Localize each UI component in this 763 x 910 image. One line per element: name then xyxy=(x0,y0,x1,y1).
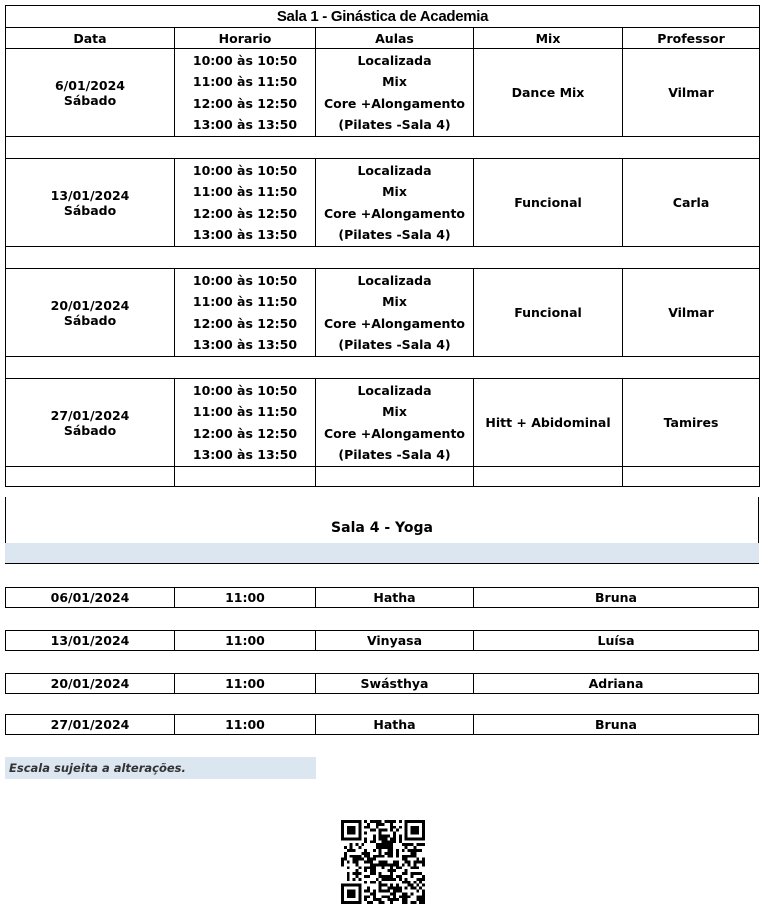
date-cell xyxy=(6,269,175,357)
schedule-row xyxy=(6,159,760,247)
time-slot: 12:00 às 12:50 xyxy=(192,425,298,441)
time-slot: 12:00 às 12:50 xyxy=(192,95,298,111)
class-name: Core +Alongamento xyxy=(323,95,466,111)
yoga-date: 06/01/2024 xyxy=(6,588,175,607)
yoga-time: 11:00 xyxy=(175,631,316,650)
mix-cell: Funcional xyxy=(474,269,623,357)
class-name: Core +Alongamento xyxy=(323,205,466,221)
class-name: Mix xyxy=(382,184,407,199)
divider xyxy=(5,563,759,564)
class-name: Core +Alongamento xyxy=(323,425,466,441)
date: 6/01/2024 xyxy=(54,77,125,93)
class-name: (Pilates -Sala 4) xyxy=(338,447,451,462)
date: 13/01/2024 xyxy=(50,187,130,203)
header-professor: Professor xyxy=(623,28,760,49)
spacer-row xyxy=(6,247,760,269)
classes-cell xyxy=(316,269,474,357)
yoga-date: 27/01/2024 xyxy=(6,715,175,734)
spacer-row xyxy=(6,137,760,159)
mix-cell: Hitt + Abidominal xyxy=(474,379,623,467)
yoga-teacher: Adriana xyxy=(588,676,644,691)
time-slot: 11:00 às 11:50 xyxy=(192,184,298,199)
time-slot: 13:00 às 13:50 xyxy=(192,117,298,132)
schedule-row xyxy=(6,49,760,137)
yoga-class: Hatha xyxy=(316,715,474,734)
yoga-class: Swásthya xyxy=(316,674,474,693)
times-cell xyxy=(175,49,316,137)
date: 20/01/2024 xyxy=(50,297,130,313)
sala1-title: Sala 1 - Ginástica de Academia xyxy=(6,6,760,28)
time-slot: 10:00 às 10:50 xyxy=(192,382,298,398)
weekday: Sábado xyxy=(63,202,117,218)
classes-cell xyxy=(316,159,474,247)
yoga-row xyxy=(5,714,759,735)
yoga-time: 11:00 xyxy=(175,588,316,607)
yoga-row xyxy=(5,630,759,651)
time-slot: 11:00 às 11:50 xyxy=(192,74,298,89)
weekday: Sábado xyxy=(63,92,117,108)
header-data: Data xyxy=(6,28,175,49)
yoga-date: 13/01/2024 xyxy=(6,631,175,650)
yoga-teacher: Luísa xyxy=(597,633,635,648)
times-cell xyxy=(175,159,316,247)
yoga-row xyxy=(5,587,759,608)
class-name: (Pilates -Sala 4) xyxy=(338,337,451,352)
class-name: Core +Alongamento xyxy=(323,315,466,331)
professor-cell: Carla xyxy=(623,159,760,247)
yoga-class: Vinyasa xyxy=(316,631,474,650)
time-slot: 10:00 às 10:50 xyxy=(192,272,298,288)
yoga-teacher: Bruna xyxy=(595,590,637,605)
time-slot: 12:00 às 12:50 xyxy=(192,205,298,221)
class-name: Localizada xyxy=(357,382,432,398)
yoga-date: 20/01/2024 xyxy=(6,674,175,693)
header-band xyxy=(5,543,759,563)
mix-cell: Dance Mix xyxy=(474,49,623,137)
class-name: Localizada xyxy=(357,52,432,68)
sala4-title: Sala 4 - Yoga xyxy=(331,520,433,536)
class-name: Mix xyxy=(382,404,407,419)
date-cell xyxy=(6,379,175,467)
weekday: Sábado xyxy=(63,312,117,328)
schedule-row xyxy=(6,379,760,467)
schedule-row xyxy=(6,269,760,357)
time-slot: 13:00 às 13:50 xyxy=(192,227,298,242)
classes-cell xyxy=(316,49,474,137)
disclaimer-note: Escala sujeita a alterações. xyxy=(5,757,316,779)
date-cell xyxy=(6,159,175,247)
classes-cell xyxy=(316,379,474,467)
sala1-table xyxy=(5,5,760,487)
times-cell xyxy=(175,379,316,467)
yoga-teacher: Bruna xyxy=(595,717,637,732)
time-slot: 10:00 às 10:50 xyxy=(192,162,298,178)
times-cell xyxy=(175,269,316,357)
qr-code-icon xyxy=(340,820,426,904)
class-name: (Pilates -Sala 4) xyxy=(338,117,451,132)
mix-cell: Funcional xyxy=(474,159,623,247)
yoga-time: 11:00 xyxy=(175,715,316,734)
header-horario: Horario xyxy=(175,28,316,49)
date-cell xyxy=(6,49,175,137)
header-mix: Mix xyxy=(474,28,623,49)
time-slot: 13:00 às 13:50 xyxy=(192,337,298,352)
time-slot: 13:00 às 13:50 xyxy=(192,447,298,462)
time-slot: 11:00 às 11:50 xyxy=(192,404,298,419)
header-aulas: Aulas xyxy=(316,28,474,49)
time-slot: 10:00 às 10:50 xyxy=(192,52,298,68)
time-slot: 11:00 às 11:50 xyxy=(192,294,298,309)
empty-row xyxy=(6,467,760,487)
spacer-row xyxy=(6,357,760,379)
weekday: Sábado xyxy=(63,422,117,438)
class-name: Localizada xyxy=(357,272,432,288)
professor-cell: Tamires xyxy=(623,379,760,467)
class-name: Mix xyxy=(382,74,407,89)
yoga-row xyxy=(5,673,759,694)
class-name: (Pilates -Sala 4) xyxy=(338,227,451,242)
yoga-time: 11:00 xyxy=(175,674,316,693)
class-name: Localizada xyxy=(357,162,432,178)
professor-cell: Vilmar xyxy=(623,49,760,137)
yoga-class: Hatha xyxy=(316,588,474,607)
date: 27/01/2024 xyxy=(50,407,130,423)
professor-cell: Vilmar xyxy=(623,269,760,357)
class-name: Mix xyxy=(382,294,407,309)
time-slot: 12:00 às 12:50 xyxy=(192,315,298,331)
